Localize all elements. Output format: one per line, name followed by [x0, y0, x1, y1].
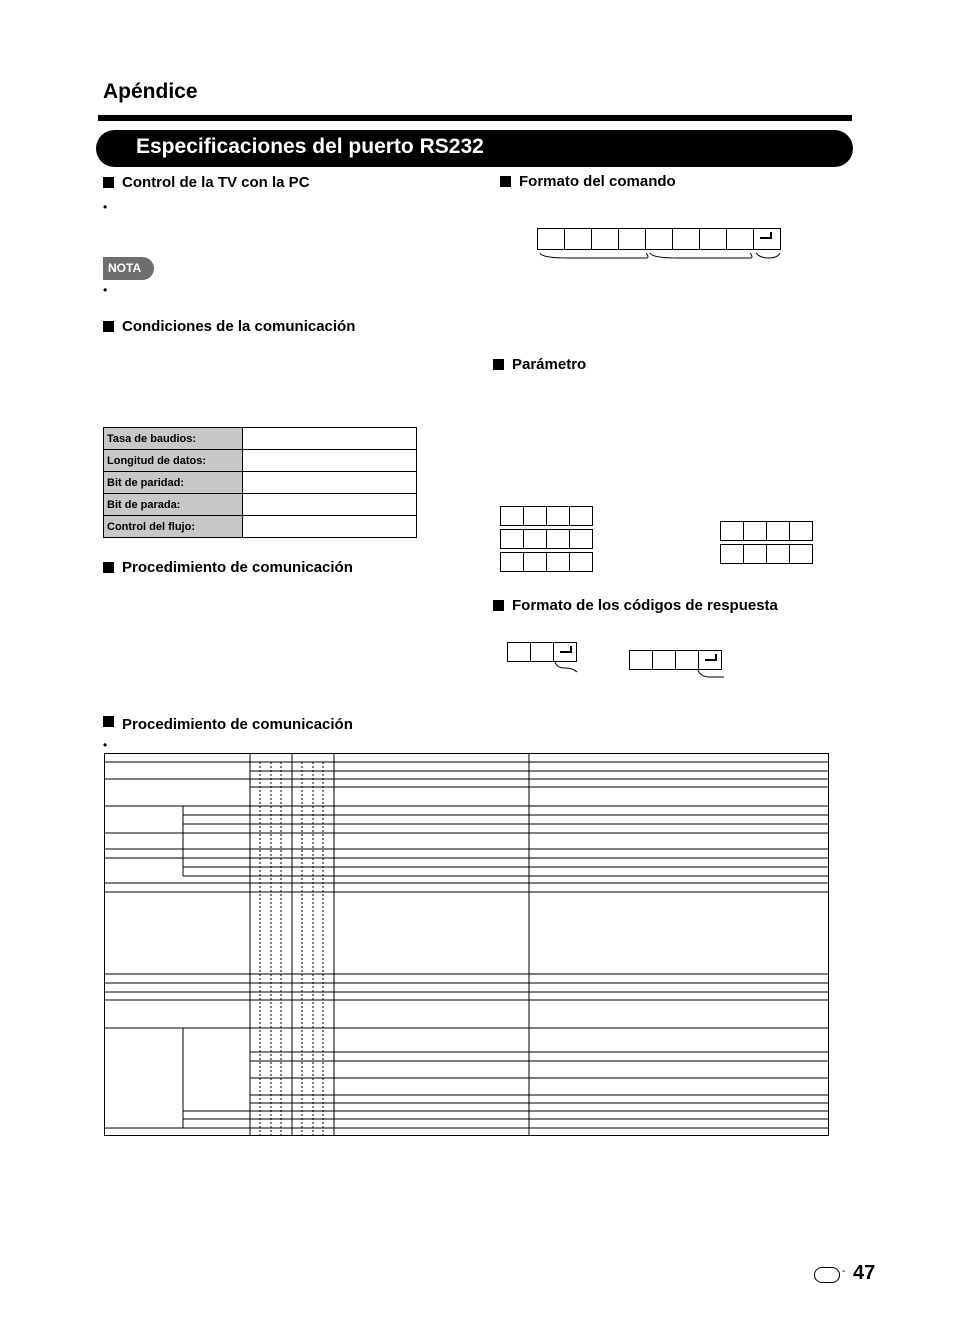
appendix-heading: Apéndice — [103, 80, 198, 103]
section-condiciones — [103, 318, 355, 335]
table-value — [243, 450, 417, 472]
table-row — [104, 450, 417, 472]
section-procedimiento-2 — [103, 716, 353, 733]
response-boxes-ok — [508, 642, 577, 662]
section-formato-comando-title: Formato del comando — [519, 173, 676, 190]
section-marker-icon — [493, 600, 504, 611]
table-row — [104, 428, 417, 450]
language-oval-icon — [814, 1267, 840, 1283]
section-respuesta-title: Formato de los códigos de respuesta — [512, 597, 778, 614]
section-marker-icon — [493, 359, 504, 370]
table-label: Control del flujo: — [104, 516, 243, 538]
return-key-icon — [753, 228, 781, 250]
table-row — [104, 472, 417, 494]
conditions-table — [103, 427, 417, 538]
table-row — [104, 516, 417, 538]
page-title: Especificaciones del puerto RS232 — [136, 135, 484, 158]
command-braces — [538, 249, 788, 265]
table-value — [243, 472, 417, 494]
heading-rule — [98, 115, 852, 121]
command-table-grid — [104, 753, 830, 1137]
section-marker-icon — [103, 562, 114, 573]
parameter-boxes — [501, 506, 593, 526]
section-marker-icon — [103, 321, 114, 332]
parameter-boxes — [721, 544, 813, 564]
table-value — [243, 428, 417, 450]
bullet: • — [103, 200, 108, 214]
section-procedimiento-2-title: Procedimiento de comunicación — [122, 716, 353, 733]
table-label: Longitud de datos: — [104, 450, 243, 472]
section-control-title: Control de la TV con la PC — [122, 174, 310, 191]
section-marker-icon — [500, 176, 511, 187]
parameter-boxes — [721, 521, 813, 541]
nota-badge: NOTA — [103, 257, 154, 280]
command-format-boxes — [538, 228, 781, 250]
table-label: Bit de paridad: — [104, 472, 243, 494]
section-parametro-title: Parámetro — [512, 356, 587, 373]
section-parametro — [493, 356, 586, 373]
parameter-boxes — [501, 552, 593, 572]
section-respuesta — [493, 597, 778, 614]
page-dash: - — [842, 1266, 846, 1277]
section-control — [103, 174, 310, 191]
parameter-boxes — [501, 529, 593, 549]
section-formato-comando — [500, 173, 676, 190]
table-row — [104, 494, 417, 516]
response-brace — [553, 660, 583, 674]
table-label: Bit de parada: — [104, 494, 243, 516]
return-key-icon — [553, 642, 577, 662]
response-boxes-err — [630, 650, 722, 670]
response-brace — [696, 668, 728, 682]
section-marker-icon — [103, 177, 114, 188]
section-condiciones-title: Condiciones de la comunicación — [122, 318, 356, 335]
table-value — [243, 494, 417, 516]
section-procedimiento — [103, 559, 353, 576]
section-procedimiento-title: Procedimiento de comunicación — [122, 559, 353, 576]
page-number: 47 — [853, 1262, 876, 1284]
return-key-icon — [698, 650, 722, 670]
bullet: • — [103, 283, 108, 297]
table-value — [243, 516, 417, 538]
section-marker-icon — [103, 716, 114, 727]
table-label: Tasa de baudios: — [104, 428, 243, 450]
bullet: • — [103, 738, 108, 752]
